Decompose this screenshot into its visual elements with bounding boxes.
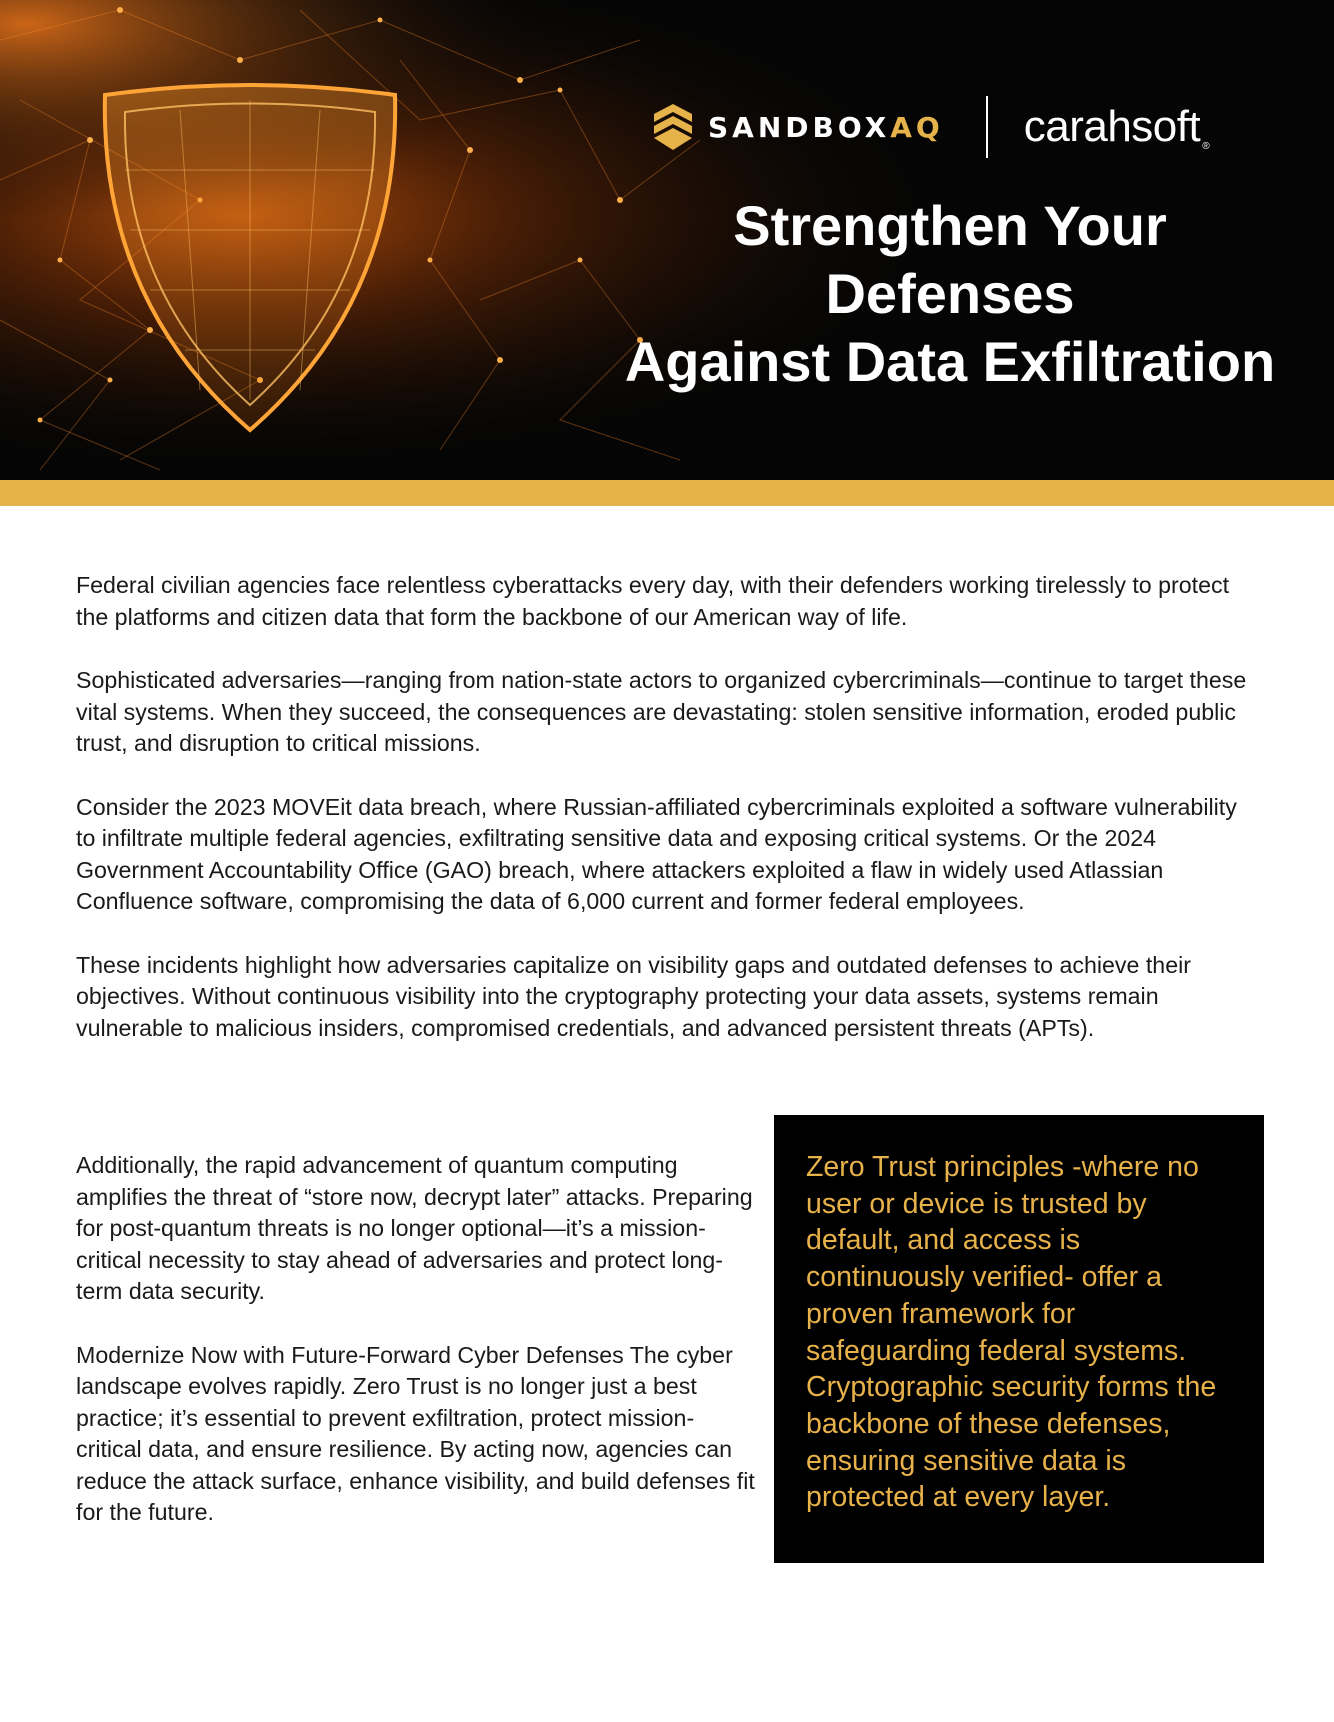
- title-line: Strengthen Your: [733, 194, 1167, 257]
- body-paragraph: Additionally, the rapid advancement of quantum computing amplifies the threat of “store now, decrypt later” attacks. Preparing for post-quantum threats is no longer optional—it’s a mission-critical necessity to stay ahead of adversaries and protect long-term data security.: [76, 1152, 753, 1304]
- intro-section: [76, 570, 1256, 1076]
- left-column: [76, 1150, 756, 1561]
- sandboxaq-logo-icon: [650, 104, 696, 150]
- body-paragraph: Consider the 2023 MOVEit data breach, where Russian-affiliated cybercriminals exploited a software vulnerability to infiltrate multiple federal agencies, exfiltrating sensitive data and exposing critical systems. Or the 2024 Government Accountability Office (GAO) breach, where attackers exploited a flaw in widely used Atlassian Confluence software, compromising the data of 6,000 current and former federal employees.: [76, 793, 1237, 914]
- callout-box: [774, 1115, 1264, 1563]
- hero-banner: [0, 0, 1334, 480]
- body-paragraph: Modernize Now with Future-Forward Cyber Defenses The cyber landscape evolves rapidly. Zero Trust is no longer just a best practice; it’s essential to prevent exfiltration, protect mission-critical data, and ensure resilience. By acting now, agencies can reduce the attack surface, enhance visibility, and build defenses fit for the future.: [76, 1341, 755, 1525]
- title-line: Defenses: [825, 262, 1075, 325]
- logo-bar: [650, 92, 1270, 162]
- page-title: [600, 192, 1300, 396]
- sandboxaq-wordmark: SANDBOXAQ: [708, 110, 944, 144]
- carahsoft-wordmark: carahsoft ®: [1023, 102, 1210, 152]
- body-paragraph: Sophisticated adversaries—ranging from nation-state actors to organized cybercriminals—continue to target these vital systems. When they succeed, the consequences are devastating: stolen sensitive information, eroded public trust, and disruption to critical missions.: [76, 667, 1247, 756]
- logo-divider: [986, 96, 988, 158]
- callout-text: Zero Trust principles -where no user or device is trusted by default, and access is continuously verified- offer a proven framework for safeguarding federal systems. Cryptographic security forms the backbone of these defenses, ensuring sensitive data is protected at every layer.: [806, 1151, 1217, 1514]
- accent-band: [0, 480, 1334, 506]
- body-paragraph: Federal civilian agencies face relentless cyberattacks every day, with their defenders working tirelessly to protect the platforms and citizen data that form the backbone of our American way of life.: [76, 572, 1230, 630]
- body-paragraph: These incidents highlight how adversaries capitalize on visibility gaps and outdated defenses to achieve their objectives. Without continuous visibility into the cryptography protecting your data assets, systems remain vulnerable to malicious insiders, compromised credentials, and advanced persistent threats (APTs).: [76, 951, 1191, 1041]
- title-line: Against Data Exfiltration: [624, 330, 1276, 393]
